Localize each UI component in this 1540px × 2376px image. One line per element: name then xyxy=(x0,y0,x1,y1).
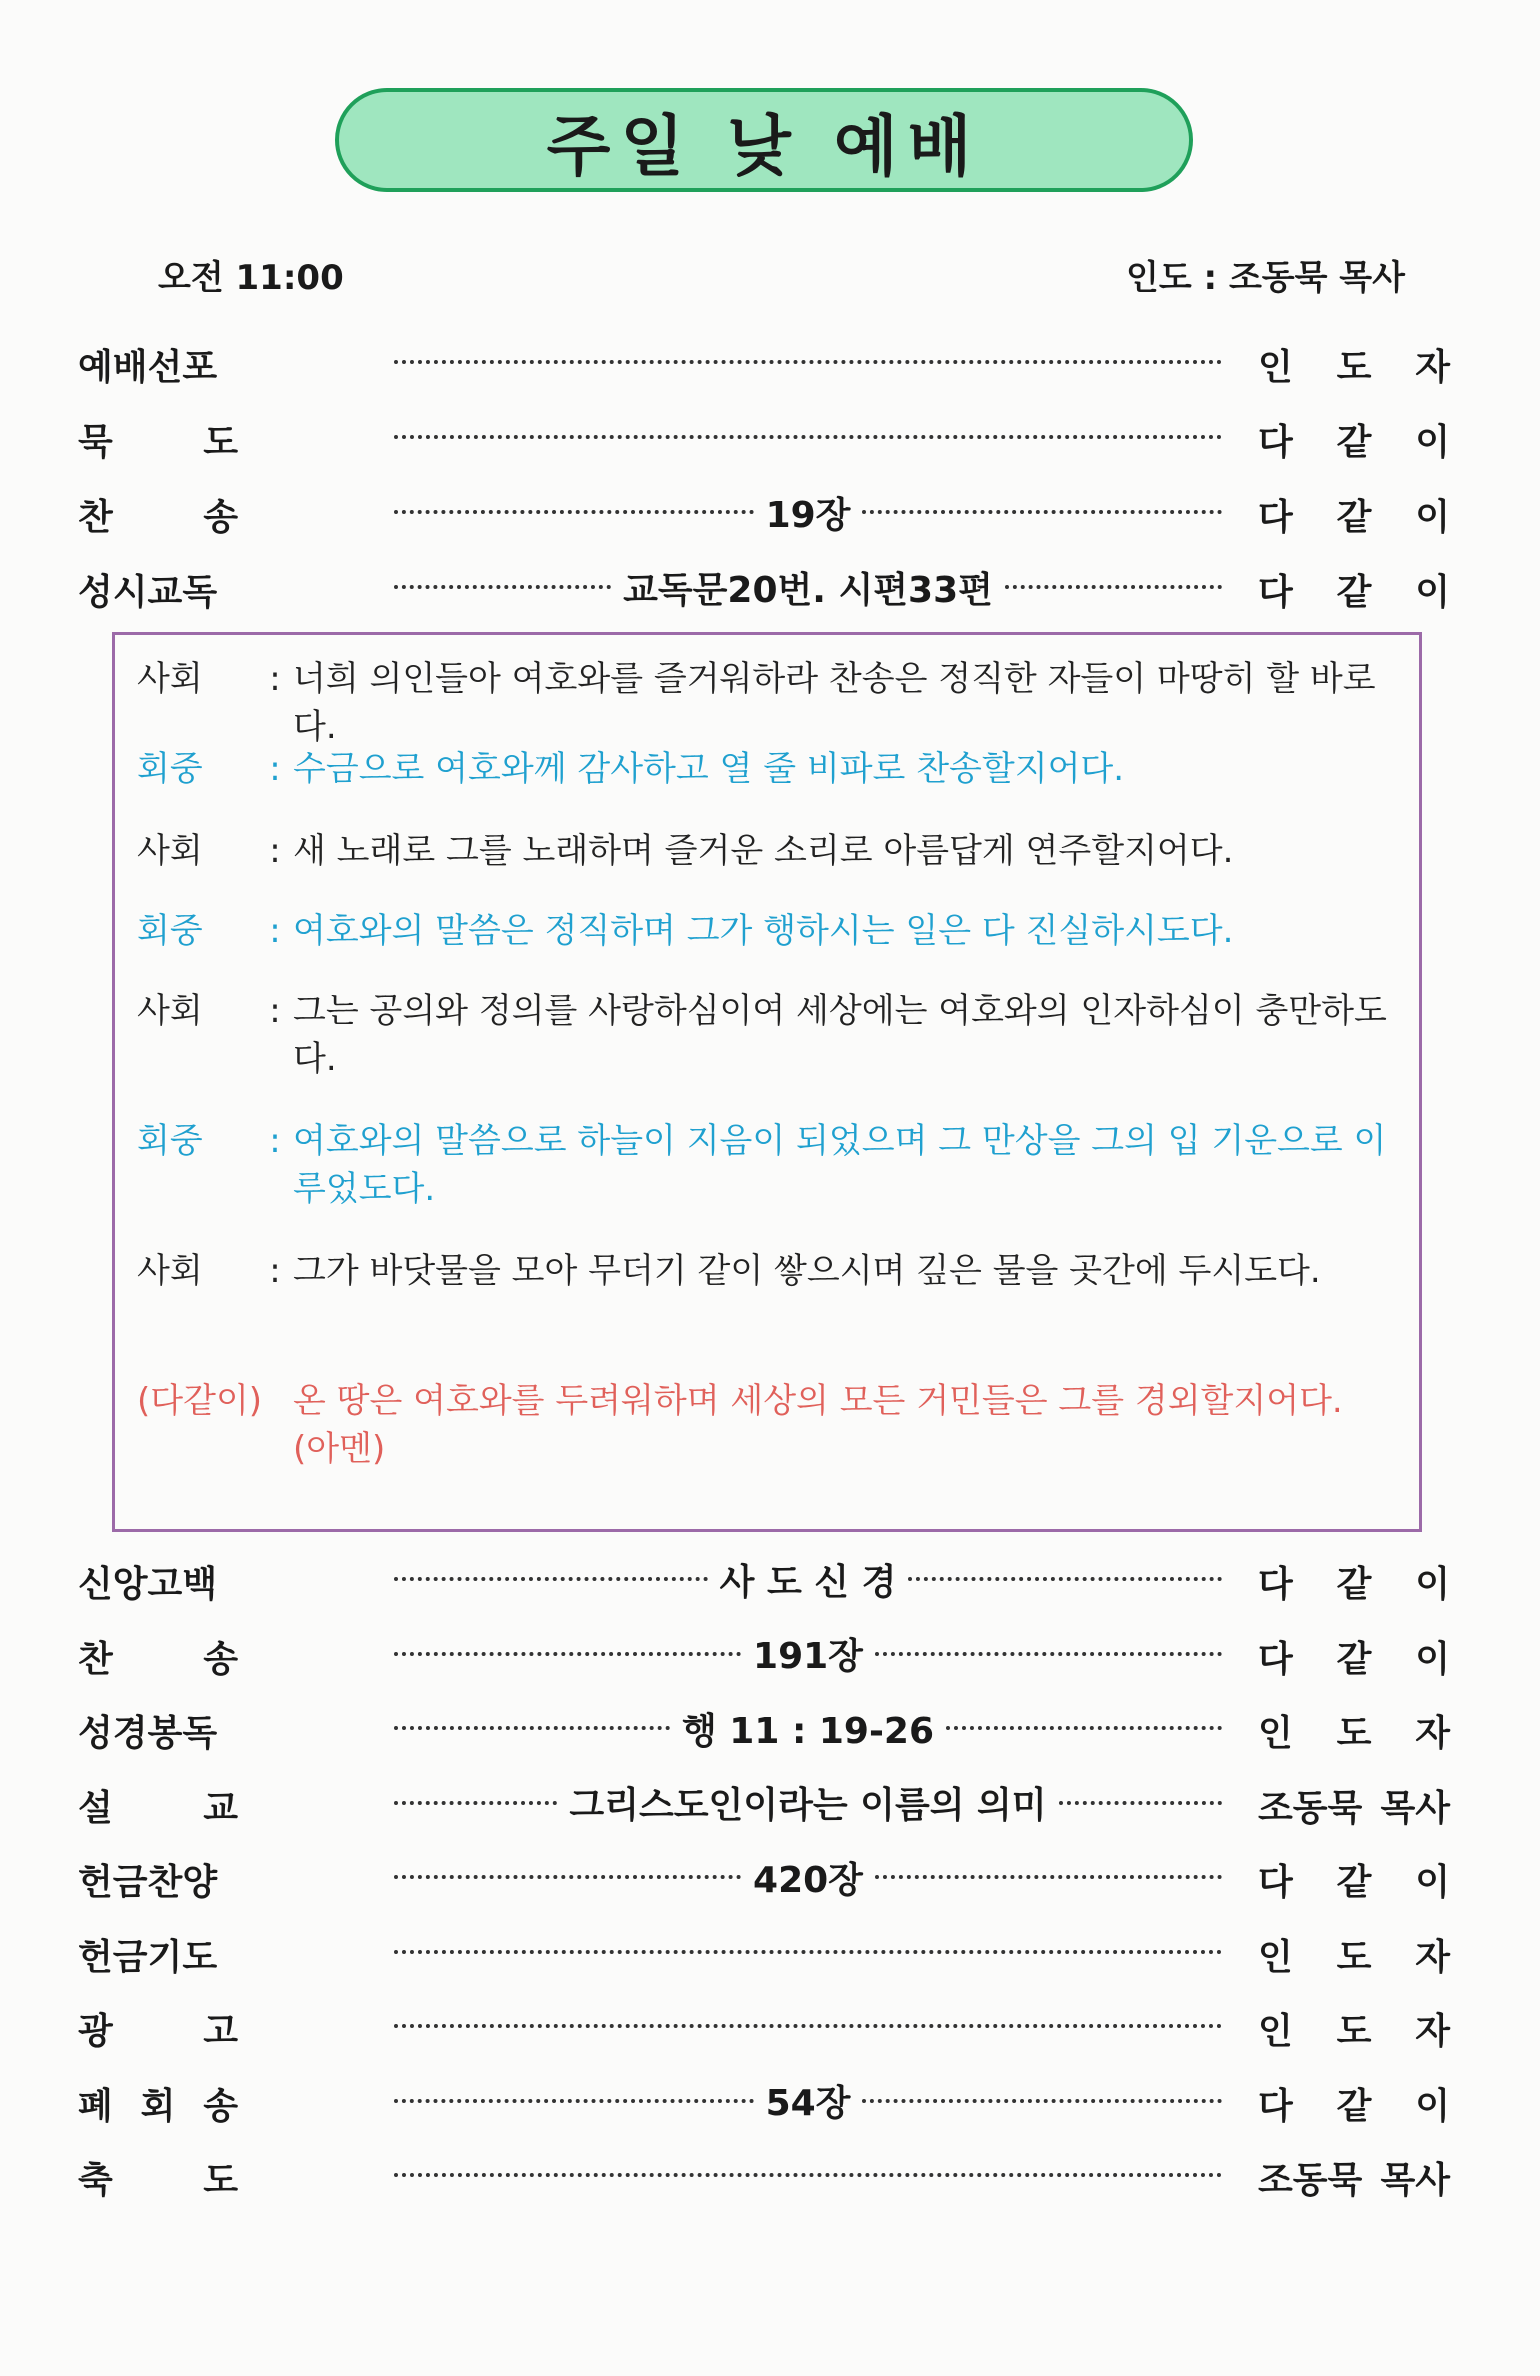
order-bottom-row xyxy=(78,1776,1450,1836)
order-item-label-part: 송 xyxy=(203,2085,238,2127)
dot-leader-line xyxy=(875,1652,1222,1656)
order-item-role-part: 같 xyxy=(1336,497,1372,538)
order-item-role xyxy=(1258,1929,1450,1980)
dot-leader xyxy=(388,412,1228,462)
order-item-role-part: 인 xyxy=(1258,1713,1293,1754)
dot-leader-line xyxy=(862,510,1222,514)
dot-leader-line xyxy=(394,585,611,589)
order-item-role-part: 인 xyxy=(1258,347,1293,388)
order-item-label-part: 성경봉독 xyxy=(78,1713,218,1754)
order-item-label-part: 찬 xyxy=(78,1638,113,1680)
service-time: 오전 11:00 xyxy=(158,258,344,298)
order-item-role xyxy=(1258,1854,1450,1905)
order-item-label xyxy=(78,564,238,615)
reading-colon: : xyxy=(269,749,281,789)
order-item-role xyxy=(1258,2152,1450,2203)
order-item-label-part: 도 xyxy=(203,422,238,463)
order-item-label-part: 광 xyxy=(78,2011,113,2052)
order-item-role-part: 조동묵 xyxy=(1258,2160,1363,2201)
order-item-label xyxy=(78,1780,238,1831)
dot-leader xyxy=(388,1554,1228,1604)
dot-leader xyxy=(388,2150,1228,2200)
reading-line xyxy=(137,827,1417,875)
reading-colon: : xyxy=(269,1251,281,1291)
order-item-role-part: 목사 xyxy=(1380,2160,1450,2201)
order-item-label xyxy=(78,1705,238,1756)
service-title-banner xyxy=(335,88,1193,192)
dot-leader-line xyxy=(946,1726,1222,1730)
order-item-role xyxy=(1258,489,1450,540)
reading-speaker: 사회 xyxy=(137,831,203,871)
order-item-role xyxy=(1258,1556,1450,1607)
order-item-role-part: 같 xyxy=(1336,1638,1372,1680)
order-item-label xyxy=(78,2078,238,2129)
dot-leader xyxy=(388,2076,1228,2126)
order-item-role-part: 조동묵 xyxy=(1258,1787,1363,1829)
dot-leader-line xyxy=(862,2099,1222,2103)
order-item-detail: 19장 xyxy=(765,494,851,536)
reading-colon xyxy=(269,1377,293,1473)
reading-text: 그는 공의와 정의를 사랑하심이여 세상에는 여호와의 인자하심이 충만하도다. xyxy=(293,991,1387,1079)
order-item-role-part: 자 xyxy=(1415,347,1450,388)
order-item-label-part: 송 xyxy=(203,1638,238,1680)
reading-line xyxy=(137,1247,1417,1295)
reading-line xyxy=(137,1117,1417,1213)
order-top-row xyxy=(78,335,1450,395)
reading-line xyxy=(137,655,1417,751)
order-item-detail: 사 도 신 경 xyxy=(719,1561,897,1603)
dot-leader xyxy=(388,337,1228,387)
order-item-role xyxy=(1258,2078,1450,2129)
dot-leader-line xyxy=(394,1875,741,1879)
order-item-label-part: 헌금기도 xyxy=(78,1936,218,1978)
dot-leader xyxy=(388,562,1228,612)
dot-leader xyxy=(388,1703,1228,1753)
order-item-label-part: 축 xyxy=(78,2160,113,2201)
dot-leader-line xyxy=(394,1726,670,1730)
reading-colon: : xyxy=(269,831,281,871)
order-item-label-part: 헌금찬양 xyxy=(78,1862,218,1903)
order-item-label-part: 성시교독 xyxy=(78,572,218,613)
order-item-role xyxy=(1258,1780,1450,1831)
reading-text: 여호와의 말씀으로 하늘이 지음이 되었으며 그 만상을 그의 입 기운으로 이루었도다. xyxy=(293,1121,1387,1209)
order-item-label-part: 도 xyxy=(203,2160,238,2201)
dot-leader xyxy=(388,2001,1228,2051)
order-item-label xyxy=(78,2003,238,2054)
reading-speaker: 회중 xyxy=(137,1121,203,1161)
order-item-role-part: 다 xyxy=(1258,1862,1293,1903)
order-item-role-part: 다 xyxy=(1258,497,1293,538)
reading-text: 여호와의 말씀은 정직하며 그가 행하시는 일은 다 진실하시도다. xyxy=(293,911,1234,951)
reading-text: 그가 바닷물을 모아 무더기 같이 쌓으시며 깊은 물을 곳간에 두시도다. xyxy=(293,1251,1321,1291)
order-item-role-part: 같 xyxy=(1336,1862,1372,1903)
order-item-role-part: 도 xyxy=(1336,347,1372,388)
order-item-detail: 54장 xyxy=(765,2083,851,2124)
order-item-label-part: 회 xyxy=(140,2085,176,2127)
order-item-label xyxy=(78,414,238,465)
order-item-role xyxy=(1258,564,1450,615)
order-item-role-part: 인 xyxy=(1258,1936,1293,1978)
order-bottom-row xyxy=(78,1627,1450,1687)
order-item-label xyxy=(78,1631,238,1682)
order-item-role-part: 같 xyxy=(1336,572,1372,613)
reading-line xyxy=(137,907,1417,955)
order-item-label xyxy=(78,2152,238,2203)
reading-line xyxy=(137,987,1417,1083)
order-item-role-part: 다 xyxy=(1258,1638,1293,1680)
order-item-detail: 191장 xyxy=(753,1636,863,1677)
reading-text: 수금으로 여호와께 감사하고 열 줄 비파로 찬송할지어다. xyxy=(293,749,1125,789)
order-bottom-row xyxy=(78,2148,1450,2208)
order-item-role-part: 목사 xyxy=(1380,1787,1450,1829)
service-title: 주일 낮 예배 xyxy=(546,107,982,185)
dot-leader-line xyxy=(394,1801,557,1805)
dot-leader xyxy=(388,1927,1228,1977)
order-item-role-part: 자 xyxy=(1415,1713,1450,1754)
dot-leader xyxy=(388,1778,1228,1828)
reading-speaker: 회중 xyxy=(137,749,203,789)
order-item-label-part: 고 xyxy=(203,2011,238,2052)
order-item-role-part: 이 xyxy=(1415,1638,1450,1680)
order-bottom-row xyxy=(78,1701,1450,1761)
order-item-label xyxy=(78,1929,238,1980)
order-item-role-part: 도 xyxy=(1336,1936,1372,1978)
order-item-label xyxy=(78,489,238,540)
order-item-role-part: 이 xyxy=(1415,497,1450,538)
order-item-label-part: 폐 xyxy=(78,2085,113,2127)
order-item-role-part: 이 xyxy=(1415,1862,1450,1903)
reading-colon: : xyxy=(269,659,281,699)
order-item-detail: 교독문20번. 시편33편 xyxy=(623,569,993,611)
service-leader: 인도 : 조동묵 목사 xyxy=(1125,258,1405,298)
reading-colon: : xyxy=(269,991,281,1031)
order-item-detail: 420장 xyxy=(753,1859,863,1901)
order-item-role xyxy=(1258,414,1450,465)
reading-text: 새 노래로 그를 노래하며 즐거운 소리로 아름답게 연주할지어다. xyxy=(293,831,1234,871)
order-item-role xyxy=(1258,339,1450,390)
dot-leader-line xyxy=(394,1652,741,1656)
reading-speaker: 사회 xyxy=(137,1251,203,1291)
order-item-role-part: 이 xyxy=(1415,422,1450,463)
order-item-label-part: 찬 xyxy=(78,497,113,538)
order-item-role-part: 다 xyxy=(1258,572,1293,613)
order-item-label-part: 묵 xyxy=(78,422,113,463)
dot-leader-line xyxy=(394,2173,1222,2177)
dot-leader xyxy=(388,1852,1228,1902)
dot-leader-line xyxy=(908,1577,1222,1581)
reading-speaker: 사회 xyxy=(137,659,203,699)
reading-line xyxy=(137,1377,1417,1473)
order-item-role-part: 같 xyxy=(1336,1564,1372,1605)
dot-leader-line xyxy=(394,1577,708,1581)
order-item-detail: 그리스도인이라는 이름의 의미 xyxy=(569,1785,1047,1826)
reading-text: 온 땅은 여호와를 두려워하며 세상의 모든 거민들은 그를 경외할지어다. (아멘) xyxy=(293,1381,1343,1469)
order-item-role-part: 다 xyxy=(1258,2085,1293,2127)
reading-line xyxy=(137,745,1417,793)
order-item-label xyxy=(78,339,238,390)
dot-leader-line xyxy=(394,1950,1222,1954)
order-item-role-part: 다 xyxy=(1258,422,1293,463)
order-top-row xyxy=(78,560,1450,620)
order-item-role xyxy=(1258,1631,1450,1682)
reading-text: 너희 의인들아 여호와를 즐거워하라 찬송은 정직한 자들이 마땅히 할 바로다. xyxy=(293,659,1376,747)
dot-leader-line xyxy=(394,360,1222,364)
order-item-role-part: 자 xyxy=(1415,2011,1450,2052)
order-item-detail: 행 11 : 19-26 xyxy=(682,1710,935,1752)
order-item-label-part: 신앙고백 xyxy=(78,1564,218,1605)
dot-leader-line xyxy=(875,1875,1222,1879)
order-bottom-row xyxy=(78,2074,1450,2134)
order-item-label xyxy=(78,1556,238,1607)
dot-leader-line xyxy=(394,2099,754,2103)
order-item-label xyxy=(78,1854,238,1905)
order-item-label-part: 설 xyxy=(78,1787,113,1829)
order-top-row xyxy=(78,485,1450,545)
dot-leader-line xyxy=(1005,585,1222,589)
responsive-reading-box xyxy=(112,632,1422,1532)
reading-speaker: 회중 xyxy=(137,911,203,951)
order-item-label-part: 예배선포 xyxy=(78,347,218,388)
dot-leader-line xyxy=(394,510,754,514)
order-item-role-part: 자 xyxy=(1415,1936,1450,1978)
dot-leader xyxy=(388,1629,1228,1679)
dot-leader-line xyxy=(394,2024,1222,2028)
order-bottom-row xyxy=(78,1999,1450,2059)
order-item-role-part: 다 xyxy=(1258,1564,1293,1605)
reading-speaker: (다같이) xyxy=(137,1381,263,1421)
order-item-role-part: 같 xyxy=(1336,422,1372,463)
order-item-role-part: 도 xyxy=(1336,1713,1372,1754)
order-item-role-part: 이 xyxy=(1415,2085,1450,2127)
order-item-role xyxy=(1258,2003,1450,2054)
order-top-row xyxy=(78,410,1450,470)
order-bottom-row xyxy=(78,1925,1450,1985)
order-item-role-part: 이 xyxy=(1415,1564,1450,1605)
order-item-role-part: 이 xyxy=(1415,572,1450,613)
order-bottom-row xyxy=(78,1850,1450,1910)
order-item-role-part: 같 xyxy=(1336,2085,1372,2127)
order-item-label-part: 교 xyxy=(203,1787,238,1829)
reading-colon: : xyxy=(269,911,281,951)
order-item-role-part: 도 xyxy=(1336,2011,1372,2052)
order-item-role-part: 인 xyxy=(1258,2011,1293,2052)
order-item-role xyxy=(1258,1705,1450,1756)
order-item-label-part: 송 xyxy=(203,497,238,538)
reading-colon: : xyxy=(269,1121,281,1161)
order-bottom-row xyxy=(78,1552,1450,1612)
dot-leader-line xyxy=(1059,1801,1222,1805)
reading-speaker: 사회 xyxy=(137,991,203,1031)
dot-leader-line xyxy=(394,435,1222,439)
dot-leader xyxy=(388,487,1228,537)
